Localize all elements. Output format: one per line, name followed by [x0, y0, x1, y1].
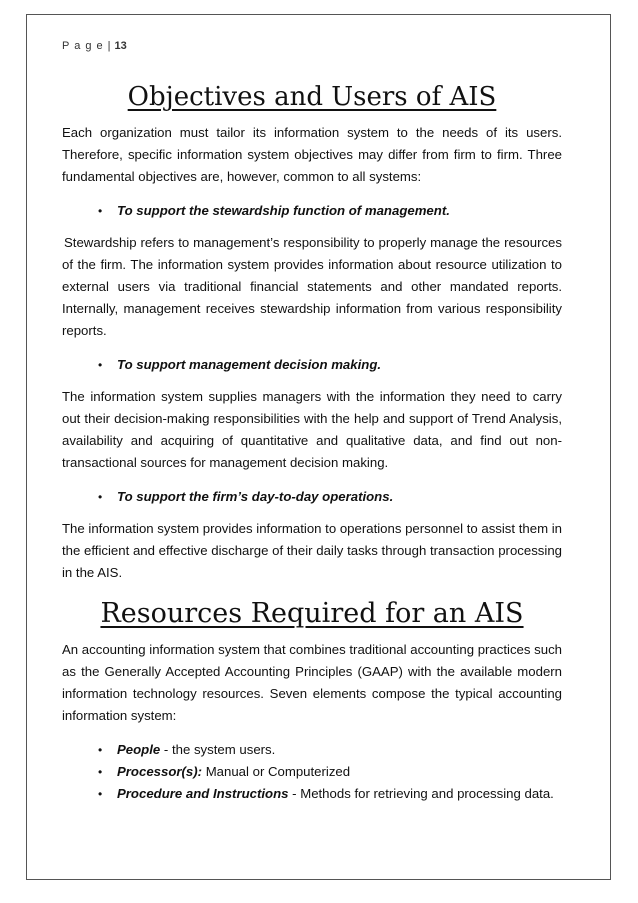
element-desc: - the system users.	[160, 742, 276, 757]
objective-3	[62, 486, 562, 508]
objective-2	[62, 354, 562, 376]
page-label: P a g e	[62, 40, 104, 52]
element-desc: Manual or Computerized	[202, 764, 351, 779]
objective-heading: To support the stewardship function of management.	[117, 203, 450, 218]
objective-heading: To support the firm’s day-to-day operations.	[117, 489, 394, 504]
page-number: 13	[114, 40, 127, 52]
bullet-icon: •	[98, 765, 103, 779]
bullet-icon: •	[98, 358, 103, 372]
resources-list	[62, 739, 562, 805]
objective-body: Stewardship refers to management’s responsibility to properly manage the resources of the firm. The information system provides information about resource utilization to external users via traditional financial statements and other mandated reports. Internally, management receives stewardship information from various responsibility reports.	[62, 235, 562, 338]
bullet-icon: •	[98, 490, 103, 504]
objective-body: The information system provides information to operations personnel to assist them in the efficient and effective discharge of their daily tasks through transaction processing in the AIS.	[62, 521, 562, 580]
objectives-intro: Each organization must tailor its information system to the needs of its users. Therefore, specific information system objectives may differ from firm to firm. Three fundamental objectives are, however, common to all systems:	[62, 125, 562, 184]
page-separator: |	[107, 40, 112, 52]
list-item	[62, 783, 562, 805]
list-item	[62, 354, 562, 376]
list-item	[62, 761, 562, 783]
section-title-objectives: Objectives and Users of AIS	[127, 82, 497, 112]
page-number-header	[62, 40, 127, 52]
element-term: People	[117, 742, 161, 757]
document-body	[62, 78, 562, 805]
list-item	[62, 200, 562, 222]
section-title-resources: Resources Required for an AIS	[100, 598, 524, 629]
element-term: Processor(s):	[117, 764, 203, 779]
list-item	[62, 486, 562, 508]
resources-intro: An accounting information system that combines traditional accounting practices such as the Generally Accepted Accounting Principles (GAAP) with the available modern information technology resources. Seven elements compose the typical accounting information system:	[62, 642, 562, 723]
bullet-icon: •	[98, 787, 103, 801]
element-term: Procedure and Instructions	[117, 786, 289, 801]
objective-heading: To support management decision making.	[117, 357, 382, 372]
objective-body: The information system supplies managers with the information they need to carry out their decision-making responsibilities with the help and support of Trend Analysis, availability and acquiring of quantitative and qualitative data, and find out non-transactional sources for management decision making.	[62, 389, 562, 470]
objective-1	[62, 200, 562, 222]
bullet-icon: •	[98, 743, 103, 757]
bullet-icon: •	[98, 204, 103, 218]
list-item	[62, 739, 562, 761]
element-desc: - Methods for retrieving and processing data.	[288, 786, 554, 801]
